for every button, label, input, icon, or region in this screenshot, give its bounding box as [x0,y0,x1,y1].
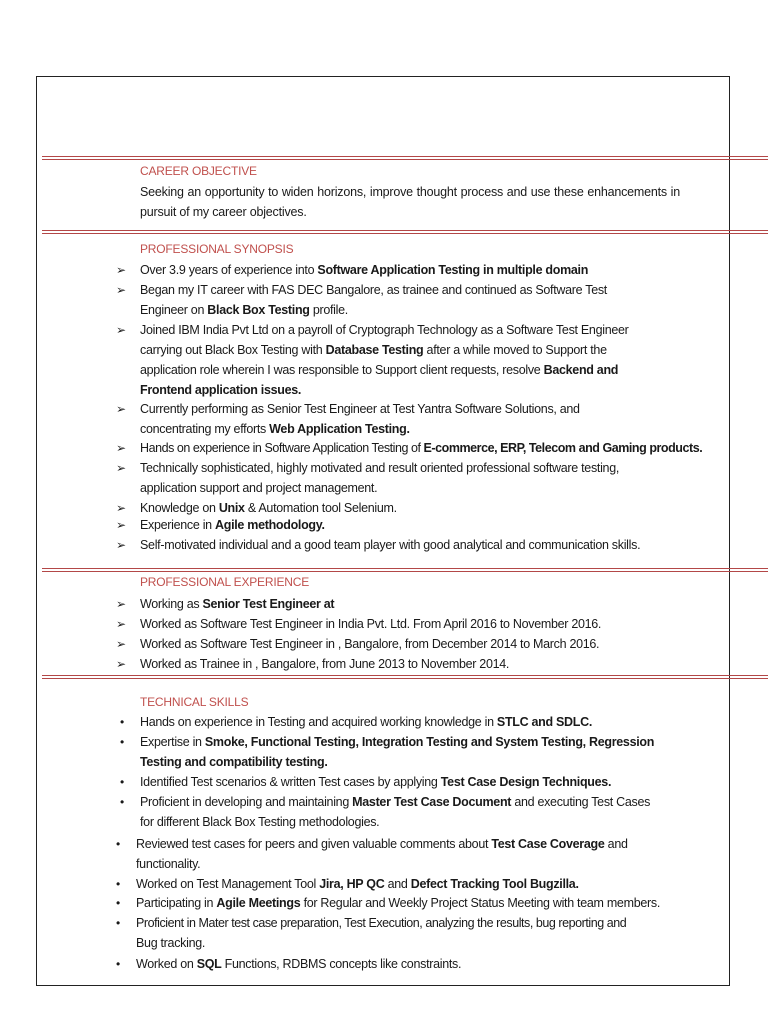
arrow-bullet-icon: ➢ [116,441,126,455]
dot-bullet-icon: • [116,896,120,910]
section-divider [42,156,768,160]
dot-bullet-icon: • [116,957,120,971]
arrow-bullet-icon: ➢ [116,461,126,475]
arrow-bullet-icon: ➢ [116,637,126,651]
arrow-bullet-icon: ➢ [116,323,126,337]
arrow-bullet-icon: ➢ [116,538,126,552]
dot-bullet-icon: • [116,837,120,851]
professional-experience-heading: PROFESSIONAL EXPERIENCE [140,575,310,589]
career-objective-text: Seeking an opportunity to widen horizons, improve thought process and use these enhancements in pursuit of my career objectives. [140,185,680,219]
arrow-bullet-icon: ➢ [116,657,126,671]
dot-bullet-icon: • [120,735,124,749]
professional-synopsis-heading: PROFESSIONAL SYNOPSIS [140,242,294,256]
dot-bullet-icon: • [120,795,124,809]
technical-skills-heading: TECHNICAL SKILLS [140,695,249,709]
section-divider [42,568,768,572]
section-divider [42,675,768,679]
dot-bullet-icon: • [116,916,120,930]
arrow-bullet-icon: ➢ [116,518,126,532]
section-divider [42,230,768,234]
arrow-bullet-icon: ➢ [116,501,126,515]
dot-bullet-icon: • [120,715,124,729]
dot-bullet-icon: • [116,877,120,891]
arrow-bullet-icon: ➢ [116,402,126,416]
arrow-bullet-icon: ➢ [116,283,126,297]
dot-bullet-icon: • [120,775,124,789]
arrow-bullet-icon: ➢ [116,617,126,631]
arrow-bullet-icon: ➢ [116,263,126,277]
career-objective-heading: CAREER OBJECTIVE [140,164,257,178]
arrow-bullet-icon: ➢ [116,597,126,611]
